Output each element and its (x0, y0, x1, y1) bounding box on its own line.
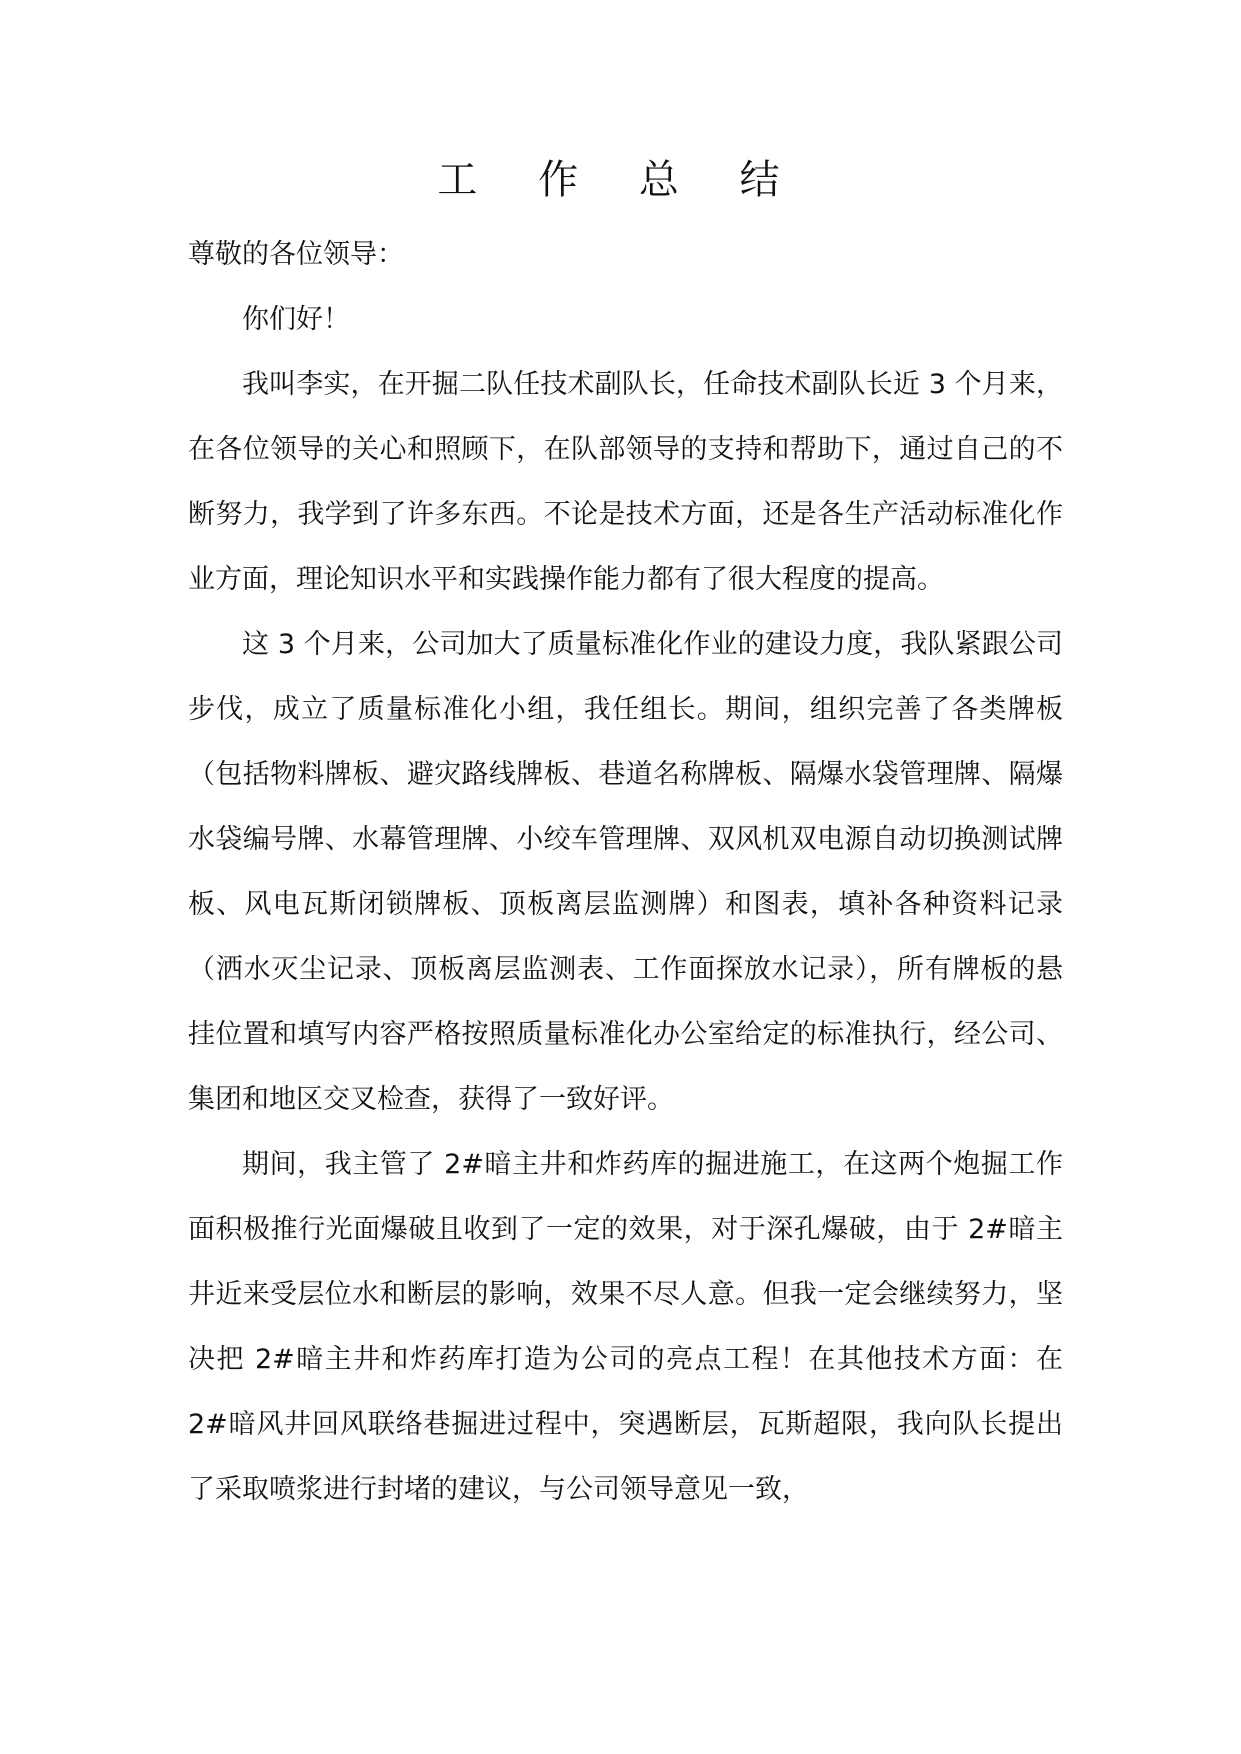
paragraph-excavation: 期间，我主管了 2#暗主井和炸药库的掘进施工，在这两个炮掘工作面积极推行光面爆破且收到了一定的效果，对于深孔爆破，由于 2#暗主井近来受层位水和断层的影响，效果不尽人意。但我一定会继续努力，坚决把 2#暗主井和炸药库打造为公司的亮点工程！在其他技术方面：在 2#暗风井回风联络巷掘进过程中，突遇断层，瓦斯超限，我向队长提出了采取喷浆进行封堵的建议，与公司领导意见一致， (188, 1149, 1063, 1505)
greeting: 你们好！ (242, 304, 350, 335)
paragraph-intro: 我叫李实，在开掘二队任技术副队长，任命技术副队长近 3 个月来，在各位领导的关心和照顾下，在队部领导的支持和帮助下，通过自己的不断努力，我学到了许多东西。不论是技术方面，还是各生产活动标准化作业方面，理论知识水平和实践操作能力都有了很大程度的提高。 (188, 369, 1063, 595)
document-body (188, 222, 1063, 1522)
document-title: 工 作 总 结 (437, 157, 804, 203)
salutation: 尊敬的各位领导： (188, 239, 404, 270)
paragraph-standardization: 这 3 个月来，公司加大了质量标准化作业的建设力度，我队紧跟公司步伐，成立了质量标准化小组，我任组长。期间，组织完善了各类牌板（包括物料牌板、避灾路线牌板、巷道名称牌板、隔爆水袋管理牌、隔爆水袋编号牌、水幕管理牌、小绞车管理牌、双风机双电源自动切换测试牌板、风电瓦斯闭锁牌板、顶板离层监测牌）和图表，填补各种资料记录（洒水灭尘记录、顶板离层监测表、工作面探放水记录），所有牌板的悬挂位置和填写内容严格按照质量标准化办公室给定的标准执行，经公司、集团和地区交叉检查，获得了一致好评。 (188, 629, 1063, 1115)
